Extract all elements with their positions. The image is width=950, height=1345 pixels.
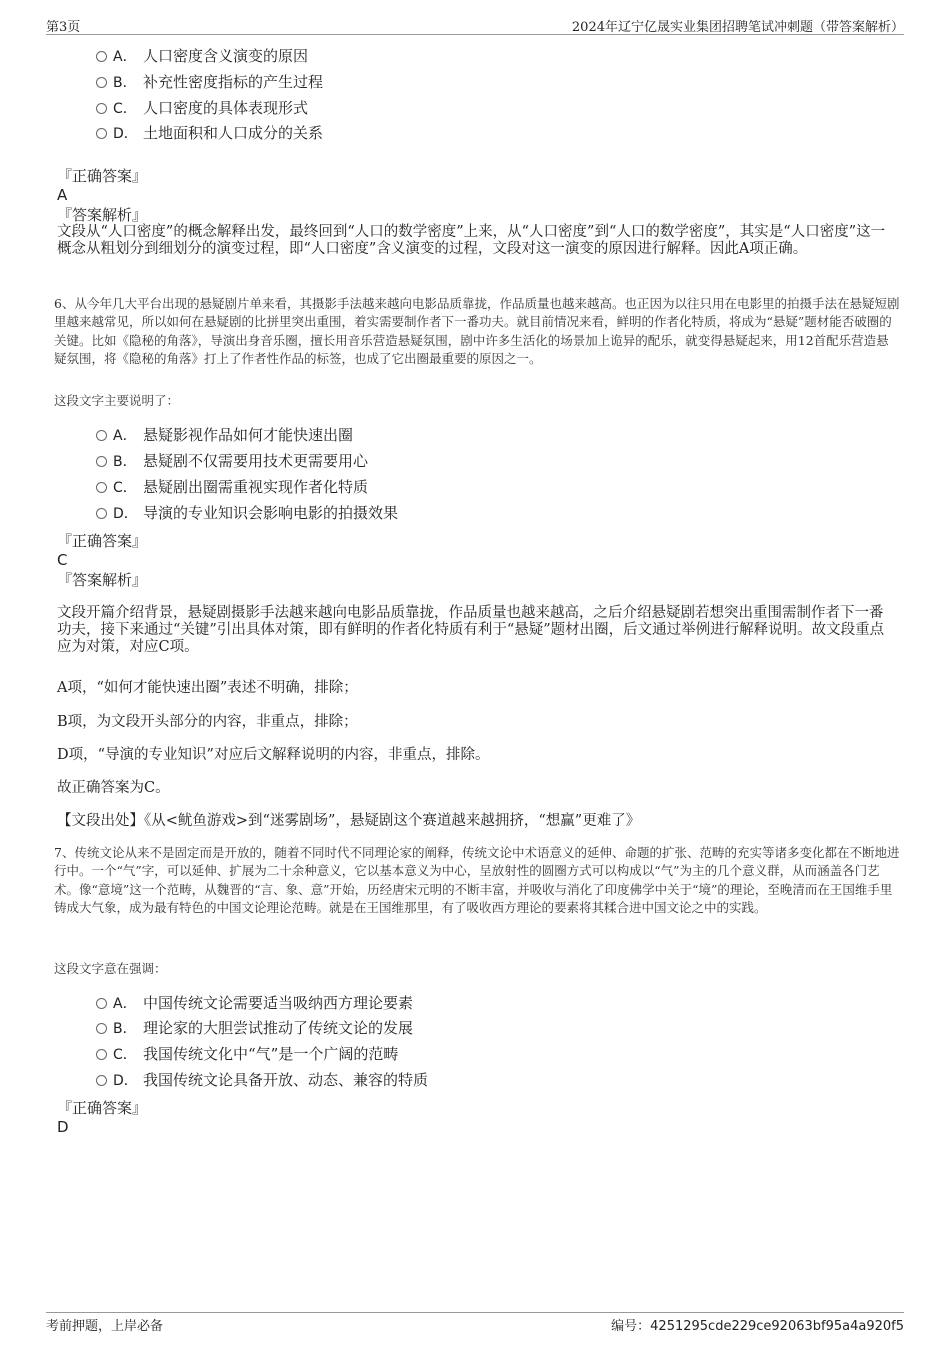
q7-option-a[interactable]: A． 中国传统文论需要适当吸纳西方理论要素 [96, 992, 413, 1014]
q5-option-c[interactable]: C． 人口密度的具体表现形式 [96, 97, 308, 119]
page-footer [46, 1312, 904, 1333]
radio-icon[interactable] [96, 482, 107, 493]
radio-icon[interactable] [96, 508, 107, 519]
q7-prompt: 这段文字意在强调： [54, 961, 167, 976]
radio-icon[interactable] [96, 998, 107, 1009]
radio-icon[interactable] [96, 1049, 107, 1060]
radio-icon[interactable] [96, 456, 107, 467]
q5-answer-label: 『正确答案』 [57, 167, 148, 185]
q5-option-d[interactable]: D． 土地面积和人口成分的关系 [96, 122, 323, 144]
q5-analysis: 文段从“人口密度”的概念解释出发，最终回到“人口的数学密度”上来，从“人口密度”到“人口的数学密度”，其实是“人口密度”这一概念从粗划分到细划分的演变过程，即“人口密度”含义演变的过程，文段对这一演变的原因进行解释。因此A项正确。 [57, 224, 886, 257]
q6-answer-label: 『正确答案』 [57, 532, 148, 550]
q7-answer: D [57, 1118, 69, 1136]
q7-text: 7、传统文论从来不是固定而是开放的，随着不同时代不同理论家的阐释，传统文论中术语意义的延伸、命题的扩张、范畴的充实等诸多变化都在不断地进行中。一个“气”字，可以延伸、扩展为二十余种意义，它以基本意义为中心，呈放射性的圆圈方式可以构成以“气”为主的几个意义群，从而涵盖各门艺术。像“意境”这一个范畴，从魏晋的“言、象、意”开始，历经唐宋元明的不断丰富，并吸收与消化了印度佛学中关于“境”的理论，至晚清而在王国维手里铸成大气象，成为最有特色的中国文论理论范畴。就是在王国维那里，有了吸收西方理论的要素将其糅合进中国文论之中的实践。 [54, 845, 900, 916]
q6-source: 【文段出处】《从<鱿鱼游戏>到“迷雾剧场”，悬疑剧这个赛道越来越拥挤，“想赢”更难了》 [57, 813, 641, 829]
footer-code: 编号：4251295cde229ce92063bf95a4a920f5 [611, 1319, 904, 1334]
footer-slogan: 考前押题，上岸必备 [46, 1319, 164, 1334]
q5-option-b[interactable]: B． 补充性密度指标的产生过程 [96, 71, 323, 93]
q6-prompt: 这段文字主要说明了： [54, 393, 180, 408]
q6-option-d[interactable]: D． 导演的专业知识会影响电影的拍摄效果 [96, 502, 398, 524]
q5-analysis-label: 『答案解析』 [57, 206, 148, 224]
q6-note-b: B项，为文段开头部分的内容，非重点，排除； [57, 714, 358, 730]
q6-option-c[interactable]: C． 悬疑剧出圈需重视实现作者化特质 [96, 476, 368, 498]
q6-option-b[interactable]: B． 悬疑剧不仅需要用技术更需要用心 [96, 450, 368, 472]
q6-answer: C [57, 551, 68, 569]
q6-analysis: 文段开篇介绍背景，悬疑剧摄影手法越来越向电影品质靠拢，作品质量也越来越高，之后介绍悬疑剧若想突出重围需制作者下一番功夫，接下来通过“关键”引出具体对策，即有鲜明的作者化特质有利于“悬疑”题材出圈，后文通过举例进行解释说明。故文段重点应为对策，对应C项。 [57, 605, 885, 655]
radio-icon[interactable] [96, 51, 107, 62]
page-number: 第3页 [46, 20, 81, 35]
q6-option-a[interactable]: A． 悬疑影视作品如何才能快速出圈 [96, 424, 353, 446]
document-title: 2024年辽宁亿晟实业集团招聘笔试冲刺题（带答案解析） [571, 20, 904, 35]
radio-icon[interactable] [96, 1023, 107, 1034]
radio-icon[interactable] [96, 430, 107, 441]
q7-option-d[interactable]: D． 我国传统文论具备开放、动态、兼容的特质 [96, 1069, 428, 1091]
radio-icon[interactable] [96, 103, 107, 114]
radio-icon[interactable] [96, 128, 107, 139]
q7-option-c[interactable]: C． 我国传统文化中“气”是一个广阔的范畴 [96, 1043, 398, 1065]
q5-answer: A [57, 186, 68, 204]
q7-answer-label: 『正确答案』 [57, 1099, 148, 1117]
radio-icon[interactable] [96, 1075, 107, 1086]
q6-text: 6、从今年几大平台出现的悬疑剧片单来看，其摄影手法越来越向电影品质靠拢，作品质量也越来越高。也正因为以往只用在电影里的拍摄手法在悬疑短剧里越来越常见，所以如何在悬疑剧的比拼里突出重围，着实需要制作者下一番功夫。就目前情况来看，鲜明的作者化特质，将成为“悬疑”题材能否破圈的关键。比如《隐秘的角落》，导演出身音乐圈，擅长用音乐营造悬疑氛围，剧中许多生活化的场景加上诡异的配乐，就变得悬疑起来，用12首配乐营造悬疑氛围，将《隐秘的角落》打上了作者性作品的标签，也成了它出圈最重要的原因之一。 [54, 296, 900, 367]
q5-option-a[interactable]: A． 人口密度含义演变的原因 [96, 45, 308, 67]
q6-analysis-label: 『答案解析』 [57, 571, 148, 589]
q6-note-d: D项，“导演的专业知识”对应后文解释说明的内容，非重点，排除。 [57, 747, 490, 763]
q6-note-a: A项，“如何才能快速出圈”表述不明确，排除； [57, 680, 358, 696]
q7-option-b[interactable]: B． 理论家的大胆尝试推动了传统文论的发展 [96, 1017, 413, 1039]
page-header [46, 14, 904, 35]
radio-icon[interactable] [96, 77, 107, 88]
q6-conclusion: 故正确答案为C。 [57, 780, 170, 796]
